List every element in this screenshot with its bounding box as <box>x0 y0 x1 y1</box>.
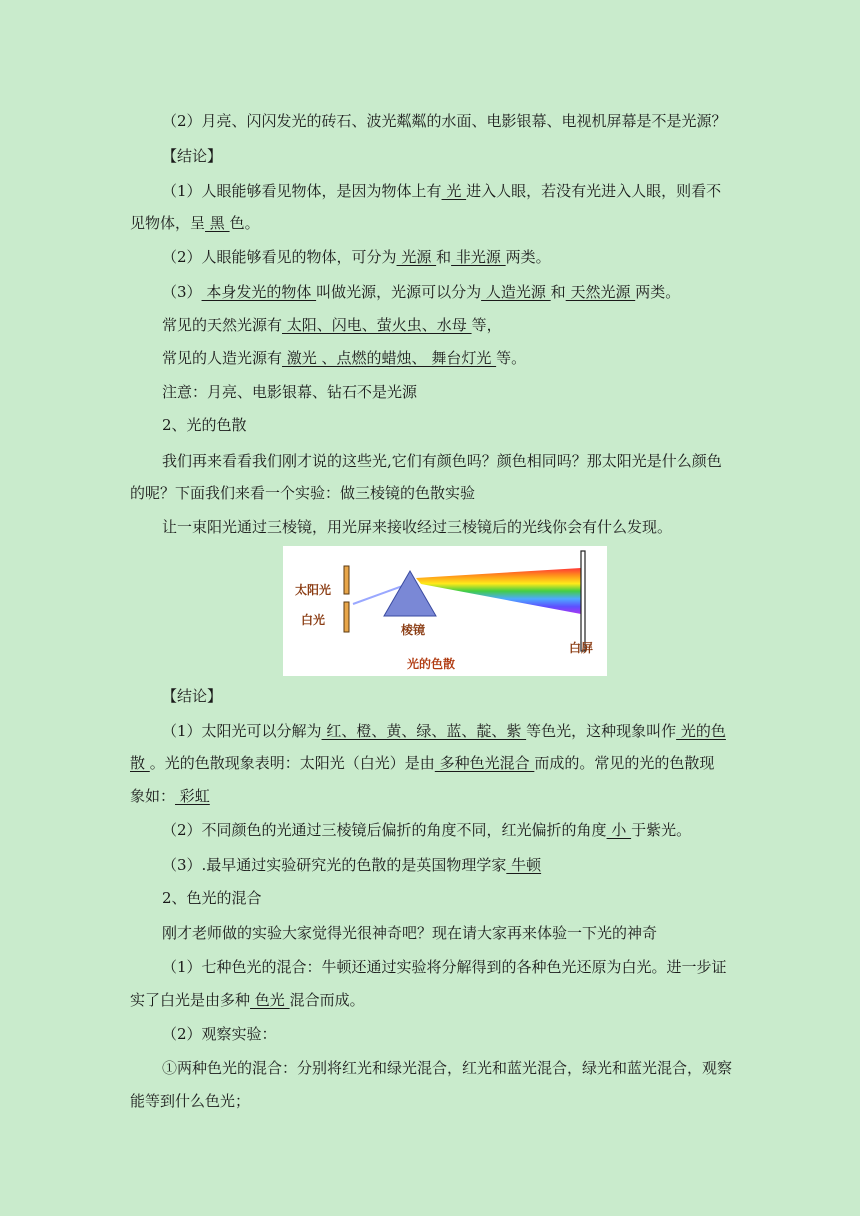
text: 等色光，这种现象叫作 <box>526 722 677 740</box>
prism-dispersion-diagram <box>283 546 607 676</box>
text: 【结论】 <box>162 687 223 705</box>
text: （3） <box>162 283 202 301</box>
natural-sources <box>162 315 502 335</box>
answer-blank: 红、橙、黄、绿、蓝、靛、紫 <box>321 722 527 740</box>
dispersed-spectrum <box>416 568 581 614</box>
text: 进入人眼，若没有光进入人眼，则看不 <box>466 182 722 200</box>
dispersion-conclusion-1-line3 <box>130 786 210 806</box>
dispersion-conclusion-1-line2 <box>130 753 714 773</box>
paragraph-line1 <box>162 451 722 471</box>
answer-blank: 太阳、闪电、萤火虫、水母 <box>282 316 472 334</box>
dispersion-conclusion-2 <box>162 820 691 840</box>
conclusion-heading <box>162 146 222 166</box>
text: （1）七种色光的混合：牛顿还通过实验将分解得到的各种色光还原为白光。进一步证 <box>162 958 727 976</box>
text: 常见的人造光源有 <box>162 349 283 367</box>
text: 我们再来看看我们刚才说的这些光,它们有颜色吗？颜色相同吗？那太阳光是什么颜色 <box>162 452 722 470</box>
dispersion-conclusion-3 <box>162 855 541 875</box>
text: 让一束阳光通过三棱镜，用光屏来接收经过三棱镜后的光线你会有什么发现。 <box>162 518 673 536</box>
answer-blank: 光的色 <box>676 722 726 740</box>
text: 象如： <box>130 787 176 805</box>
label-white-light: 白光 <box>301 613 326 627</box>
answer-blank: 色光 <box>250 991 290 1009</box>
question-2 <box>162 111 727 131</box>
artificial-sources <box>162 348 526 368</box>
answer-blank: 人造光源 <box>481 283 551 301</box>
text: 两类。 <box>635 283 681 301</box>
note <box>162 382 417 402</box>
label-sunlight: 太阳光 <box>295 583 332 597</box>
white-screen <box>581 551 585 651</box>
mixing-experiment-line1 <box>162 1058 732 1078</box>
text: （2）观察实验： <box>162 1025 277 1043</box>
text: ①两种色光的混合：分别将红光和绿光混合，红光和蓝光混合，绿光和蓝光混合，观察 <box>162 1059 733 1077</box>
text: 和 <box>550 283 566 301</box>
answer-blank: 牛顿 <box>506 856 542 874</box>
text: 等， <box>471 316 502 334</box>
conclusion-1-line2 <box>130 213 260 233</box>
answer-blank: 小 <box>606 821 632 839</box>
conclusion-2 <box>162 247 551 267</box>
text: 于紫光。 <box>631 821 692 839</box>
text: （2）月亮、闪闪发光的砖石、波光粼粼的水面、电影银幕、电视机屏幕是不是光源？ <box>162 112 727 130</box>
conclusion-3 <box>162 282 680 302</box>
text: 。光的色散现象表明：太阳光（白光）是由 <box>149 754 435 772</box>
text: 注意：月亮、电影银幕、钻石不是光源 <box>162 383 418 401</box>
answer-blank: 光源 <box>396 248 437 266</box>
slit-plate-bottom <box>344 602 349 632</box>
text: （2）人眼能够看见的物体，可分为 <box>162 248 397 266</box>
answer-blank: 激光 、点燃的蜡烛、 舞台灯光 <box>282 349 497 367</box>
text: 叫做光源，光源可以分为 <box>316 283 482 301</box>
conclusion-heading-2 <box>162 686 222 706</box>
mixing-1-line1 <box>162 957 727 977</box>
label-prism: 棱镜 <box>401 623 426 637</box>
mixing-1-line2 <box>130 990 365 1010</box>
text: 能等到什么色光； <box>130 1092 251 1110</box>
answer-blank: 光 <box>441 182 467 200</box>
text: 两类。 <box>505 248 551 266</box>
text: 【结论】 <box>162 147 223 165</box>
text: 刚才老师做的实验大家觉得光很神奇吧？现在请大家再来体验一下光的神奇 <box>162 924 658 942</box>
answer-blank: 天然光源 <box>565 283 636 301</box>
section-dispersion <box>162 415 247 435</box>
text: （2）不同颜色的光通过三棱镜后偏折的角度不同，红光偏折的角度 <box>162 821 607 839</box>
text: 而成的。常见的光的色散现 <box>534 754 715 772</box>
text: （1）太阳光可以分解为 <box>162 722 322 740</box>
text: 见物体，呈 <box>130 214 206 232</box>
prism-dispersion-svg <box>283 546 607 676</box>
text: 的呢？下面我们来看一个实验：做三棱镜的色散实验 <box>130 484 476 502</box>
mixing-2 <box>162 1024 277 1044</box>
label-screen: 白屏 <box>569 641 594 655</box>
figure-caption: 光的色散 <box>407 657 456 671</box>
text: 等。 <box>496 349 527 367</box>
slit-plate-top <box>344 566 349 594</box>
answer-blank: 非光源 <box>451 248 506 266</box>
answer-blank: 多种色光混合 <box>434 754 535 772</box>
text: （3）.最早通过实验研究光的色散的是英国物理学家 <box>162 856 507 874</box>
experiment-instruction <box>162 517 672 537</box>
mixing-intro <box>162 923 657 943</box>
text: 实了白光是由多种 <box>130 991 251 1009</box>
mixing-experiment-line2 <box>130 1091 250 1111</box>
answer-blank: 彩虹 <box>175 787 210 805</box>
text: 2、光的色散 <box>162 416 247 434</box>
section-color-mixing <box>162 888 262 908</box>
text: 常见的天然光源有 <box>162 316 283 334</box>
text: 混合而成。 <box>289 991 365 1009</box>
text: 和 <box>436 248 452 266</box>
conclusion-1-line1 <box>162 181 721 201</box>
text: 色。 <box>229 214 260 232</box>
text: （1）人眼能够看见物体，是因为物体上有 <box>162 182 442 200</box>
answer-blank: 散 <box>130 754 150 772</box>
paragraph-line2 <box>130 483 475 503</box>
answer-blank: 黑 <box>205 214 230 232</box>
answer-blank: 本身发光的物体 <box>201 283 317 301</box>
dispersion-conclusion-1-line1 <box>162 721 726 741</box>
text: 2、色光的混合 <box>162 889 262 907</box>
